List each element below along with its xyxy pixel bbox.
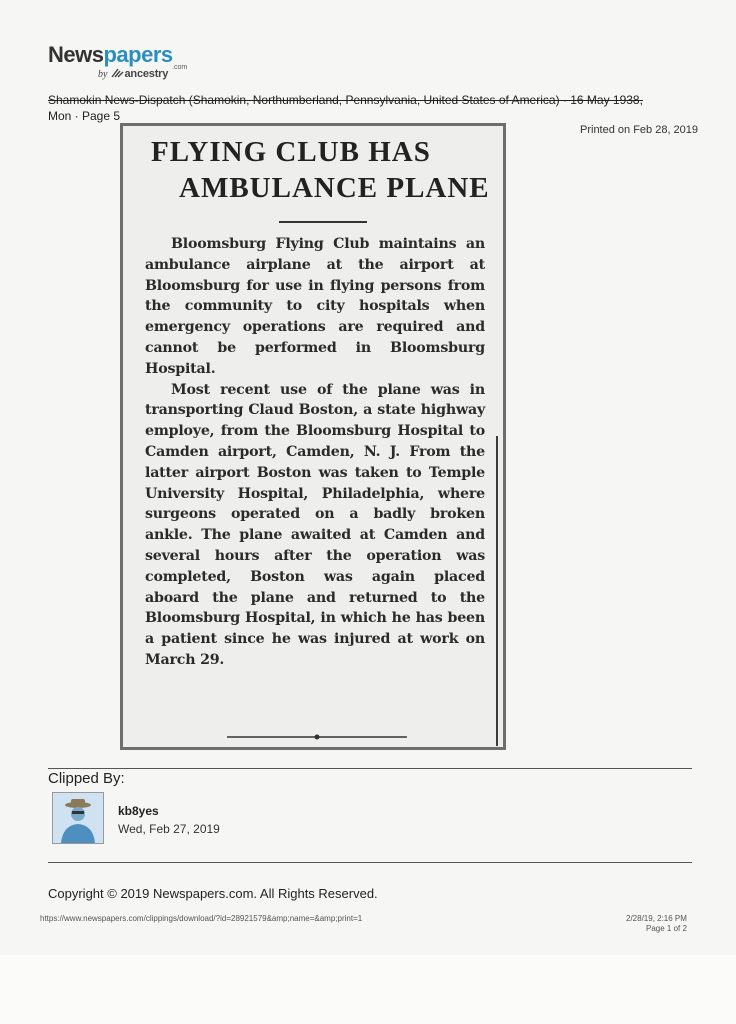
divider-top	[48, 768, 692, 769]
ancestry-leaf-icon	[111, 68, 125, 78]
headline-line-1: FLYING CLUB HAS	[151, 136, 431, 168]
article-paragraph-2: Most recent use of the plane was in transporting Claud Boston, a state highway employe, from the Bloomsburg Hospital to Camden airport, Camden, N. J. From the latter airport Boston was taken to Temple University Hospital, Philadelphia, where surgeons operated on a badly broken ankle. The plane awaited at Camden and several hours after the operation was completed, Boston was again placed aboard the plane and returned to the Bloomsburg Hospital, in which he has been a patient since he was injured at work on March 29.	[145, 381, 485, 668]
newspapers-logo	[48, 42, 188, 80]
page-count: Page 1 of 2	[646, 924, 687, 933]
user-avatar[interactable]	[52, 792, 104, 844]
scan-margin	[0, 955, 736, 1024]
headline-rule	[279, 221, 367, 223]
article-paragraph-1: Bloomsburg Flying Club maintains an ambulance airplane at the airport at Bloomsburg for use in flying persons from the community to city hospitals when emergency operations are required and cannot be performed in Bloomsburg Hospital.	[145, 236, 485, 377]
article-body	[145, 234, 485, 671]
logo-com: .com	[172, 64, 188, 71]
clipping-edge-line	[496, 436, 498, 746]
copyright-notice: Copyright © 2019 Newspapers.com. All Rights Reserved.	[48, 886, 378, 901]
logo-byline: by ancestry	[98, 68, 169, 80]
headline-line-2: AMBULANCE PLANE	[179, 172, 490, 204]
print-timestamp: 2/28/19, 2:16 PM Page 1 of 2	[626, 914, 687, 933]
print-url: https://www.newspapers.com/clippings/download/?id=28921579&amp;name=&amp;print=1	[40, 914, 363, 923]
logo-wordmark: Newspapers	[48, 42, 173, 67]
printed-date: Printed on Feb 28, 2019	[580, 124, 699, 136]
divider-bottom	[48, 862, 692, 863]
person-avatar-icon	[53, 793, 103, 843]
clipped-by-label: Clipped By:	[48, 770, 125, 787]
clip-date: Wed, Feb 27, 2019	[118, 822, 220, 836]
end-ornament	[227, 734, 407, 740]
source-citation: Shamokin News-Dispatch (Shamokin, Northumberland, Pennsylvania, United States of America) · 16 May 1938, Mon · Page 5	[48, 93, 643, 123]
newspaper-clipping	[120, 123, 506, 750]
clipper-username[interactable]: kb8yes	[118, 804, 159, 818]
